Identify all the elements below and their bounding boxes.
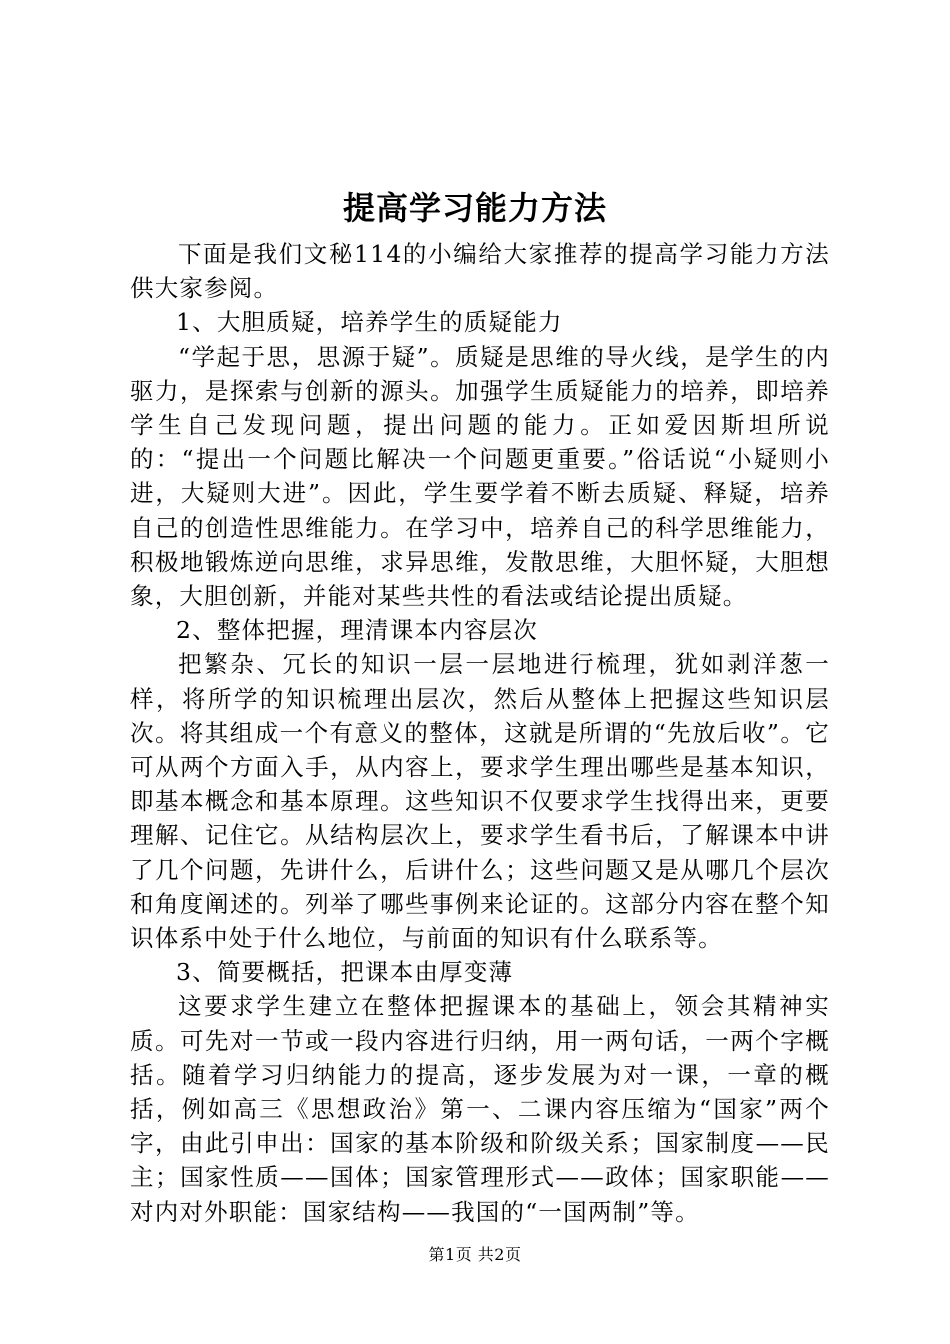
section-heading-1: 1、大胆质疑，培养学生的质疑能力 (176, 308, 563, 337)
section-paragraph-3: 这要求学生建立在整体把握课本的基础上，领会其精神实质。可先对一节或一段内容进行归纳，用一两句话，一两个字概括。随着学习归纳能力的提高，逐步发展为对一课，一章的概括，例如高三《思想政治》第一、二课内容压缩为“国家”两个字，由此引申出：国家的基本阶级和阶级关系；国家制度——民主；国家性质——国体；国家管理形式——政体；国家职能——对内对外职能：国家结构——我国的“一国两制”等。 (130, 992, 830, 1226)
document-body (130, 237, 830, 1229)
section-paragraph-2: 把繁杂、冗长的知识一层一层地进行梳理，犹如剥洋葱一样，将所学的知识梳理出层次，然后从整体上把握这些知识层次。将其组成一个有意义的整体，这就是所谓的“先放后收”。它可从两个方面入手，从内容上，要求学生理出哪些是基本知识，即基本概念和基本原理。这些知识不仅要求学生找得出来，更要理解、记住它。从结构层次上，要求学生看书后，了解课本中讲了几个问题，先讲什么，后讲什么；这些问题又是从哪几个层次和角度阐述的。列举了哪些事例来论证的。这部分内容在整个知识体系中处于什么地位，与前面的知识有什么联系等。 (130, 650, 830, 953)
section-paragraph-1: “学起于思，思源于疑”。质疑是思维的导火线，是学生的内驱力，是探索与创新的源头。加强学生质疑能力的培养，即培养学生自己发现问题，提出问题的能力。正如爱因斯坦所说的：“提出一个问题比解决一个问题更重要。”俗话说“小疑则小进，大疑则大进”。因此，学生要学着不断去质疑、释疑，培养自己的创造性思维能力。在学习中，培养自己的科学思维能力，积极地锻炼逆向思维，求异思维，发散思维，大胆怀疑，大胆想象，大胆创新，并能对某些共性的看法或结论提出质疑。 (130, 342, 830, 611)
intro-paragraph: 下面是我们文秘114的小编给大家推荐的提高学习能力方法供大家参阅。 (130, 240, 830, 303)
section-heading-2: 2、整体把握，理清课本内容层次 (176, 616, 538, 645)
section-heading-3: 3、简要概括，把课本由厚变薄 (176, 958, 514, 987)
page-number-footer: 第1页 共2页 (428, 1245, 522, 1264)
document-title: 提高学习能力方法 (342, 189, 607, 227)
